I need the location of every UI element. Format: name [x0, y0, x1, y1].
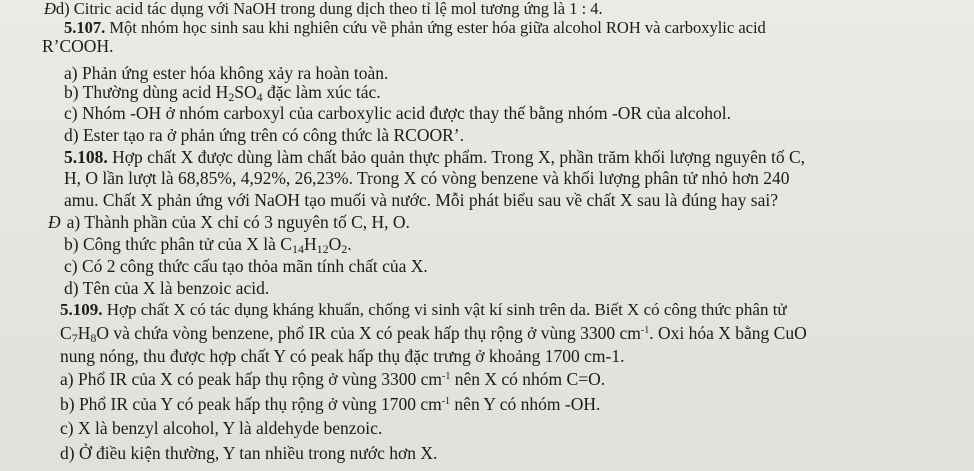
q107-stem-line2: R’COOH. [42, 36, 114, 56]
q107-stem-line1: 5.107. Một nhóm học sinh sau khi nghiên cứu về phản ứng ester hóa giữa alcohol ROH và carboxylic acid [64, 18, 766, 37]
q108-stem-line3: amu. Chất X phản ứng với NaOH tạo muối và nước. Mỗi phát biểu sau về chất X sau là đúng hay sai? [64, 190, 778, 210]
answer-mark: Đ [48, 212, 61, 232]
q109-number: 5.109. [60, 300, 103, 319]
q107-option-c: c) Nhóm -OH ở nhóm carboxyl của carboxylic acid được thay thế bằng nhóm -OR của alcohol. [64, 103, 732, 123]
answer-mark: Đ [44, 0, 56, 18]
q109-stem-line3: nung nóng, thu được hợp chất Y có peak hấp thụ đặc trưng ở khoảng 1700 cm-1. [60, 346, 625, 366]
q108-number: 5.108. [64, 147, 108, 167]
q107-option-d: d) Ester tạo ra ở phản ứng trên có công thức là RCOOR’. [64, 125, 464, 145]
intro-line: Đd) Citric acid tác dụng với NaOH trong dung dịch theo tỉ lệ mol tương ứng là 1 : 4. [44, 0, 603, 18]
q109-option-c: c) X là benzyl alcohol, Y là aldehyde benzoic. [60, 418, 383, 438]
q107-option-a: a) Phản ứng ester hóa không xảy ra hoàn toàn. [64, 63, 389, 83]
q109-option-d: d) Ở điều kiện thường, Y tan nhiều trong nước hơn X. [60, 443, 438, 463]
q108-stem-line2: H, O lần lượt là 68,85%, 4,92%, 26,23%. Trong X có vòng benzene và khối lượng phân tử nhỏ hơn 240 [64, 168, 790, 188]
q108-option-c: c) Có 2 công thức cấu tạo thỏa mãn tính chất của X. [64, 256, 428, 276]
q108-option-d: d) Tên của X là benzoic acid. [64, 278, 270, 298]
q107-option-b: b) Thường dùng acid $H_2SO_4$ đặc làm xúc tác. [64, 82, 381, 104]
q107-number: 5.107. [64, 18, 106, 37]
q108-option-a: Đ a) Thành phần của X chỉ có 3 nguyên tố C, H, O. [48, 212, 410, 232]
q109-option-b: b) Phổ IR của Y có peak hấp thụ rộng ở vùng 1700 $cm^{-1}$ nên Y có nhóm -OH. [60, 394, 601, 414]
q109-option-a: a) Phổ IR của X có peak hấp thụ rộng ở vùng 3300 $cm^{-1}$ nên X có nhóm C=O. [60, 369, 606, 389]
q109-stem-line2: $C_7H_8O$ và chứa vòng benzene, phổ IR của X có peak hấp thụ rộng ở vùng 3300 $cm^{-1}$. Oxi hóa X bằng CuO [60, 323, 807, 345]
q109-stem-line1: 5.109. Hợp chất X có tác dụng kháng khuẩn, chống vi sinh vật kí sinh trên da. Biết X có công thức phân tử [60, 300, 787, 319]
q108-stem-line1: 5.108. Hợp chất X được dùng làm chất bảo quản thực phẩm. Trong X, phần trăm khối lượng nguyên tố C, [64, 147, 806, 167]
q108-option-b: b) Công thức phân tử của X là $C_{14}H_{12}O_2$. [64, 234, 352, 256]
